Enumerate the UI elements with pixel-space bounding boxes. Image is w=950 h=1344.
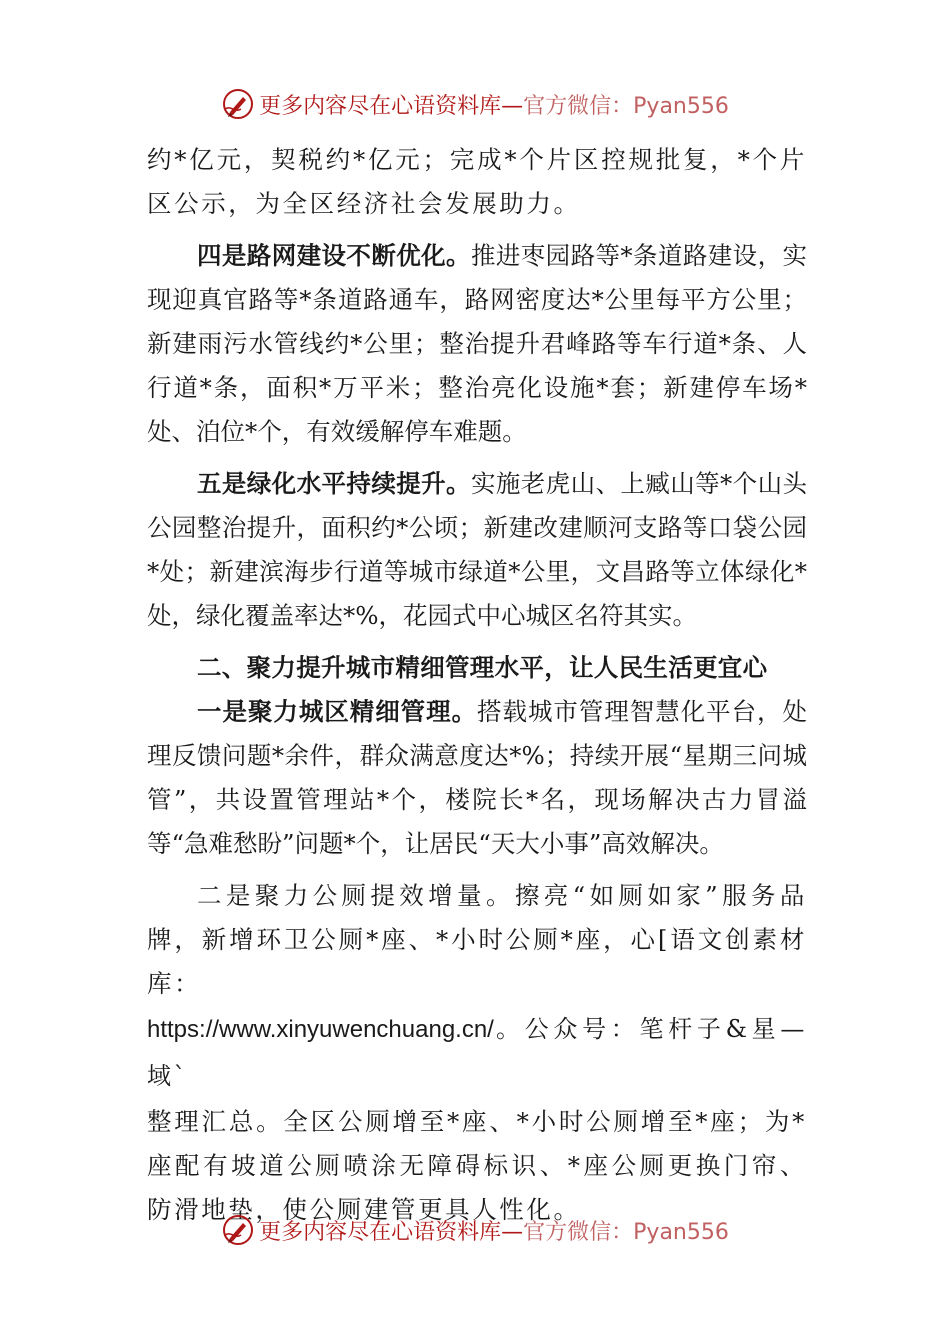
source-url[interactable]: https://www.xinyuwenchuang.cn/ [147,1016,494,1043]
pen-logo-icon [221,87,255,121]
banner-prefix: 更多内容尽在心语资料库— [259,1219,524,1245]
document-body [147,138,807,1232]
paragraph-body: 实施老虎山、上臧山等*个山头公园整治提升，面积约*公顷；新建改建顺河支路等口袋公园*处；新建滨海步行道等城市绿道*公里，文昌路等立体绿化*处，绿化覆盖率达*%，花园式中心城区名符其实。 [147,469,807,630]
banner-contact: 官方微信：Pyan556 [523,1219,729,1245]
paragraph-url-line [147,1006,807,1100]
paragraph-body: 二是聚力公厕提效增量。擦亮“如厕如家”服务品牌，新增环卫公厕*座、*小时公厕*座，心[语文创素材库： [147,881,807,998]
paragraph-greening [147,462,807,638]
banner-contact: 官方微信：Pyan556 [523,93,729,119]
paragraph-continuation: 约*亿元，契税约*亿元；完成*个片区控规批复，*个片区公示，为全区经济社会发展助力。 [147,145,807,218]
footer-banner [0,1210,950,1250]
paragraph-lead: 四是路网建设不断优化。 [197,241,471,270]
paragraph-lead: 五是绿化水平持续提升。 [197,469,471,498]
banner-prefix: 更多内容尽在心语资料库— [259,93,524,119]
paragraph-fine-management [147,690,807,866]
header-banner [0,84,950,124]
paragraph-body: 搭载城市管理智慧化平台，处理反馈问题*余件，群众满意度达*%；持续开展“星期三问城管”，共设置管理站*个，楼院长*名，现场解决古力冒溢等“急难愁盼”问题*个，让居民“天大小事”高效解决。 [147,697,808,858]
section-heading: 二、聚力提升城市精细管理水平，让人民生活更宜心 [197,653,768,682]
paragraph-body: 推进枣园路等*条道路建设，实现迎真官路等*条道路通车，路网密度达*公里每平方公里；新建雨污水管线约*公里；整治提升君峰路等车行道*条、人行道*条，面积*万平米；整治亮化设施*套；新建停车场*处、泊位*个，有效缓解停车难题。 [147,241,807,446]
paragraph-lead: 一是聚力城区精细管理。 [197,697,478,726]
paragraph-body: 。公众号：笔杆子&星—域` [147,1015,807,1090]
pen-logo-icon [221,1213,255,1247]
paragraph-road-network [147,234,807,454]
paragraph-public-toilets-end: 整理汇总。全区公厕增至*座、*小时公厕增至*座；为*座配有坡道公厕喷涂无障碍标识、*座公厕更换门帘、防滑地垫，使公厕建管更具人性化。 [147,1107,807,1224]
paragraph-public-toilets [147,874,807,1006]
